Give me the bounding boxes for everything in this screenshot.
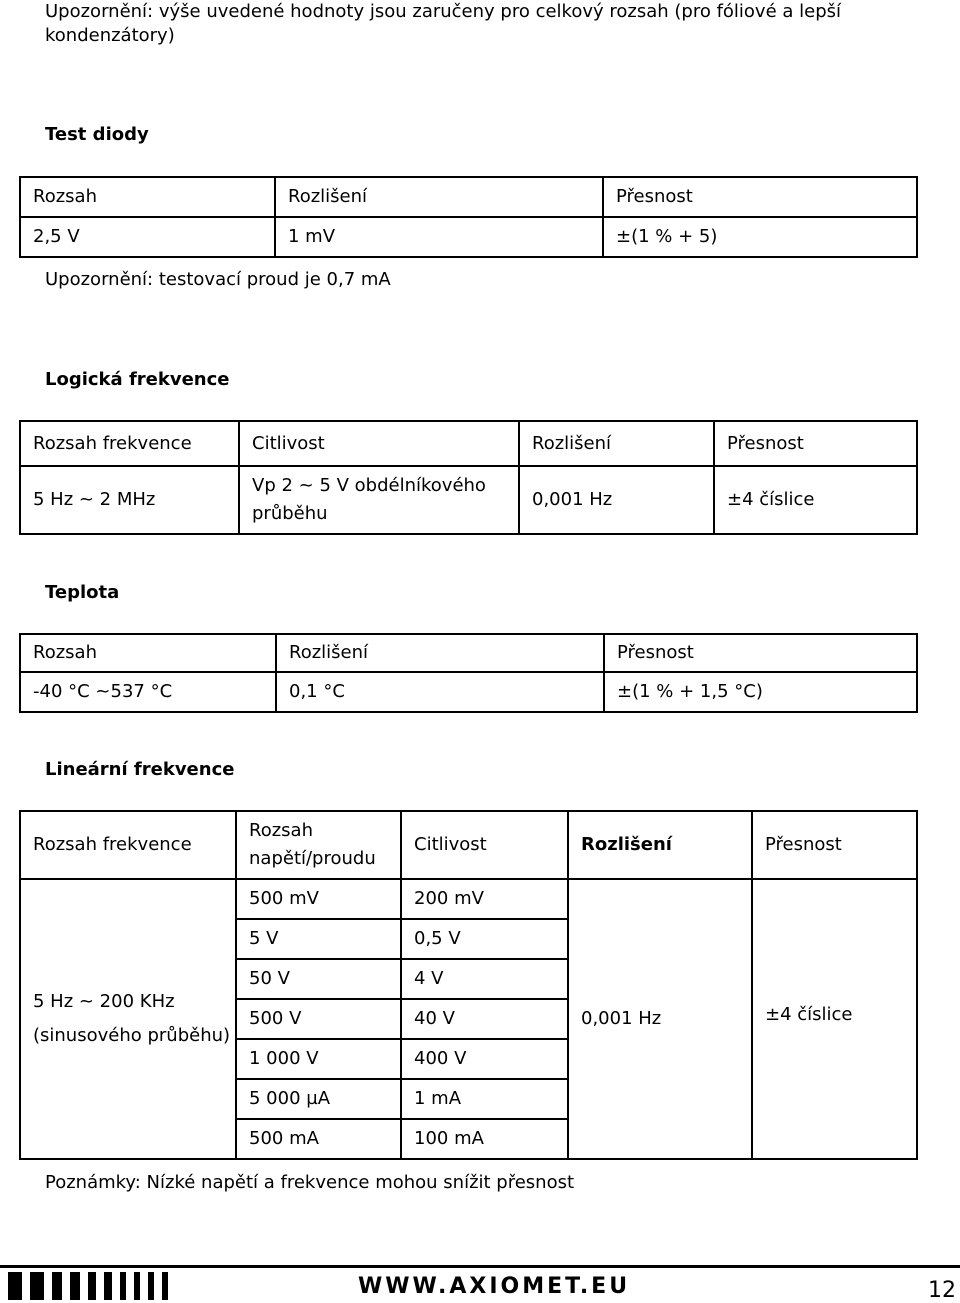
barcode-logo xyxy=(8,1272,176,1300)
table-cell: 500 mV xyxy=(236,879,401,919)
header-cell: Rozlišení xyxy=(519,421,714,466)
table-cell: 2,5 V xyxy=(20,217,275,257)
header-cell: Citlivost xyxy=(239,421,519,466)
header-cell: Rozlišení xyxy=(275,177,603,217)
table-header-row xyxy=(20,421,917,466)
table-header-row xyxy=(20,634,917,672)
table-cell: 0,001 Hz xyxy=(519,466,714,534)
table-row xyxy=(20,879,917,919)
diode-note: Upozornění: testovací proud je 0,7 mA xyxy=(45,269,391,290)
table-header-row xyxy=(20,811,917,879)
table-cell: ±(1 % + 5) xyxy=(603,217,917,257)
linear-freq-title: Lineární frekvence xyxy=(45,759,235,780)
table-cell: 100 mA xyxy=(401,1119,568,1159)
table-header-row xyxy=(20,177,917,217)
header-cell: Přesnost xyxy=(603,177,917,217)
table-cell: 200 mV xyxy=(401,879,568,919)
header-cell: Rozsah xyxy=(20,177,275,217)
table-cell: 1 000 V xyxy=(236,1039,401,1079)
header-cell: Rozlišení xyxy=(568,811,752,879)
top-note: Upozornění: výše uvedené hodnoty jsou zaručeny pro celkový rozsah (pro fóliové a lepší kondenzátory) xyxy=(45,1,842,46)
header-cell: Rozsah frekvence xyxy=(20,811,236,879)
header-cell: Rozsah napětí/proudu xyxy=(236,811,401,879)
header-cell: Rozlišení xyxy=(276,634,604,672)
range-text: 5 Hz ~ 200 KHz xyxy=(33,991,175,1012)
logic-freq-table xyxy=(19,420,918,535)
table-cell: -40 °C ~537 °C xyxy=(20,672,276,712)
page-number: 12 xyxy=(928,1278,956,1303)
website-url: WWW.AXIOMET.EU xyxy=(358,1274,631,1299)
table-cell: 5 V xyxy=(236,919,401,959)
header-cell: Rozsah frekvence xyxy=(20,421,239,466)
table-cell: 1 mV xyxy=(275,217,603,257)
footer-divider xyxy=(0,1265,960,1268)
temperature-title: Teplota xyxy=(45,582,120,603)
header-cell: Rozsah xyxy=(20,634,276,672)
table-cell: 4 V xyxy=(401,959,568,999)
range-subtext: (sinusového průběhu) xyxy=(33,1025,231,1046)
table-cell: 5 Hz ~ 2 MHz xyxy=(20,466,239,534)
table-cell: 500 V xyxy=(236,999,401,1039)
logic-freq-title: Logická frekvence xyxy=(45,369,230,390)
table-row xyxy=(20,466,917,534)
temperature-table xyxy=(19,633,918,713)
linear-freq-note: Poznámky: Nízké napětí a frekvence mohou snížit přesnost xyxy=(45,1172,575,1193)
resolution-cell: 0,001 Hz xyxy=(568,879,752,1159)
table-cell: 50 V xyxy=(236,959,401,999)
accuracy-cell: ±4 číslice xyxy=(752,879,917,1159)
diode-table xyxy=(19,176,918,258)
table-cell: ±(1 % + 1,5 °C) xyxy=(604,672,917,712)
table-row xyxy=(20,672,917,712)
table-cell: 400 V xyxy=(401,1039,568,1079)
table-cell: 500 mA xyxy=(236,1119,401,1159)
table-cell: 0,1 °C xyxy=(276,672,604,712)
table-row xyxy=(20,217,917,257)
table-cell: 5 000 µA xyxy=(236,1079,401,1119)
header-cell: Přesnost xyxy=(752,811,917,879)
header-cell: Citlivost xyxy=(401,811,568,879)
table-cell: 40 V xyxy=(401,999,568,1039)
header-cell: Přesnost xyxy=(714,421,917,466)
header-cell: Přesnost xyxy=(604,634,917,672)
table-cell: Vp 2 ~ 5 V obdélníkového průběhu xyxy=(239,466,519,534)
table-cell: ±4 číslice xyxy=(714,466,917,534)
table-cell: 0,5 V xyxy=(401,919,568,959)
linear-freq-table xyxy=(19,810,918,1160)
range-cell xyxy=(20,879,236,1159)
table-cell: 1 mA xyxy=(401,1079,568,1119)
diode-title: Test diody xyxy=(45,124,149,145)
